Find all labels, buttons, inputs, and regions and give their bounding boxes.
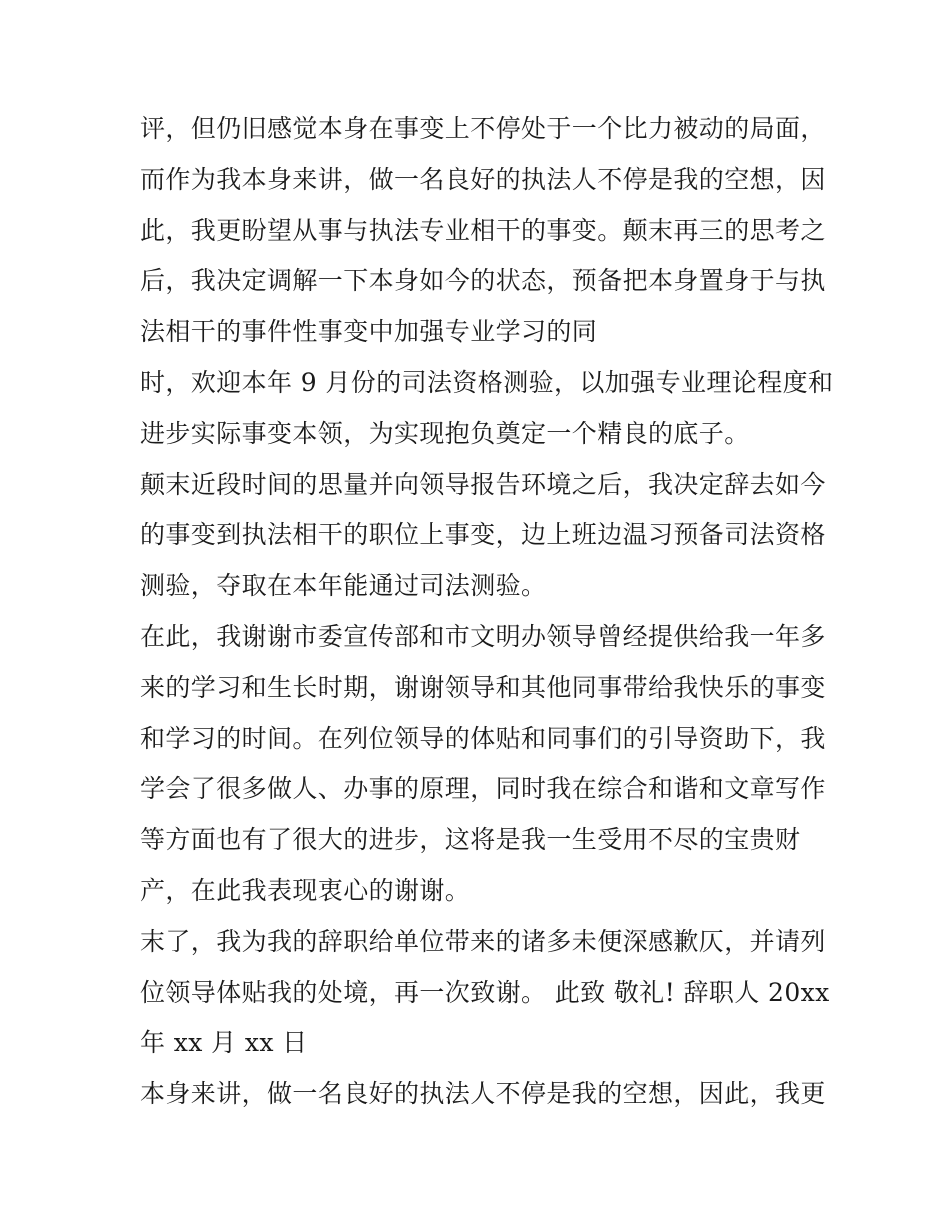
text-line: 此，我更盼望从事与执法专业相干的事变。颠末再三的思考之 (140, 215, 826, 245)
body-text (140, 104, 834, 1120)
text-line: 法相干的事件性事变中加强专业学习的同 (140, 317, 598, 347)
text-line: 后，我决定调解一下本身如今的状态，预备把本身置身于与执 (140, 266, 826, 296)
text-line: 等方面也有了很大的进步，这将是我一生受用不尽的宝贵财 (140, 825, 801, 855)
text-line: 而作为我本身来讲，做一名良好的执法人不停是我的空想，因 (140, 164, 826, 194)
text-line: 来的学习和生长时期，谢谢领导和其他同事带给我快乐的事变 (140, 672, 826, 702)
text-line: 在此，我谢谢市委宣传部和市文明办领导曾经提供给我一年多 (140, 621, 826, 651)
text-line: 时，欢迎本年 9 月份的司法资格测验，以加强专业理论程度和 (140, 367, 834, 397)
text-line: 评，但仍旧感觉本身在事变上不停处于一个比力被动的局面， (140, 114, 826, 143)
text-line: 测验，夺取在本年能通过司法测验。 (140, 571, 547, 601)
text-line: 产，在此我表现衷心的谢谢。 (140, 875, 471, 905)
text-line: 进步实际事变本领，为实现抱负奠定一个精良的底子。 (140, 418, 750, 448)
text-line: 颠末近段时间的思量并向领导报告环境之后，我决定辞去如今 (140, 469, 826, 499)
text-line: 和学习的时间。在列位领导的体贴和同事们的引导资助下，我 (140, 723, 826, 753)
text-line: 学会了很多做人、办事的原理，同时我在综合和谐和文章写作 (140, 774, 826, 804)
text-line: 的事变到执法相干的职位上事变，边上班边温习预备司法资格 (140, 520, 826, 550)
text-line: 年 xx 月 xx 日 (140, 1028, 308, 1058)
text-line: 本身来讲，做一名良好的执法人不停是我的空想，因此，我更 (140, 1079, 826, 1109)
text-line: 位领导体贴我的处境，再一次致谢。 此致 敬礼! 辞职人 20xx (140, 977, 830, 1007)
text-line: 末了，我为我的辞职给单位带来的诸多未便深感歉仄，并请列 (140, 926, 826, 956)
